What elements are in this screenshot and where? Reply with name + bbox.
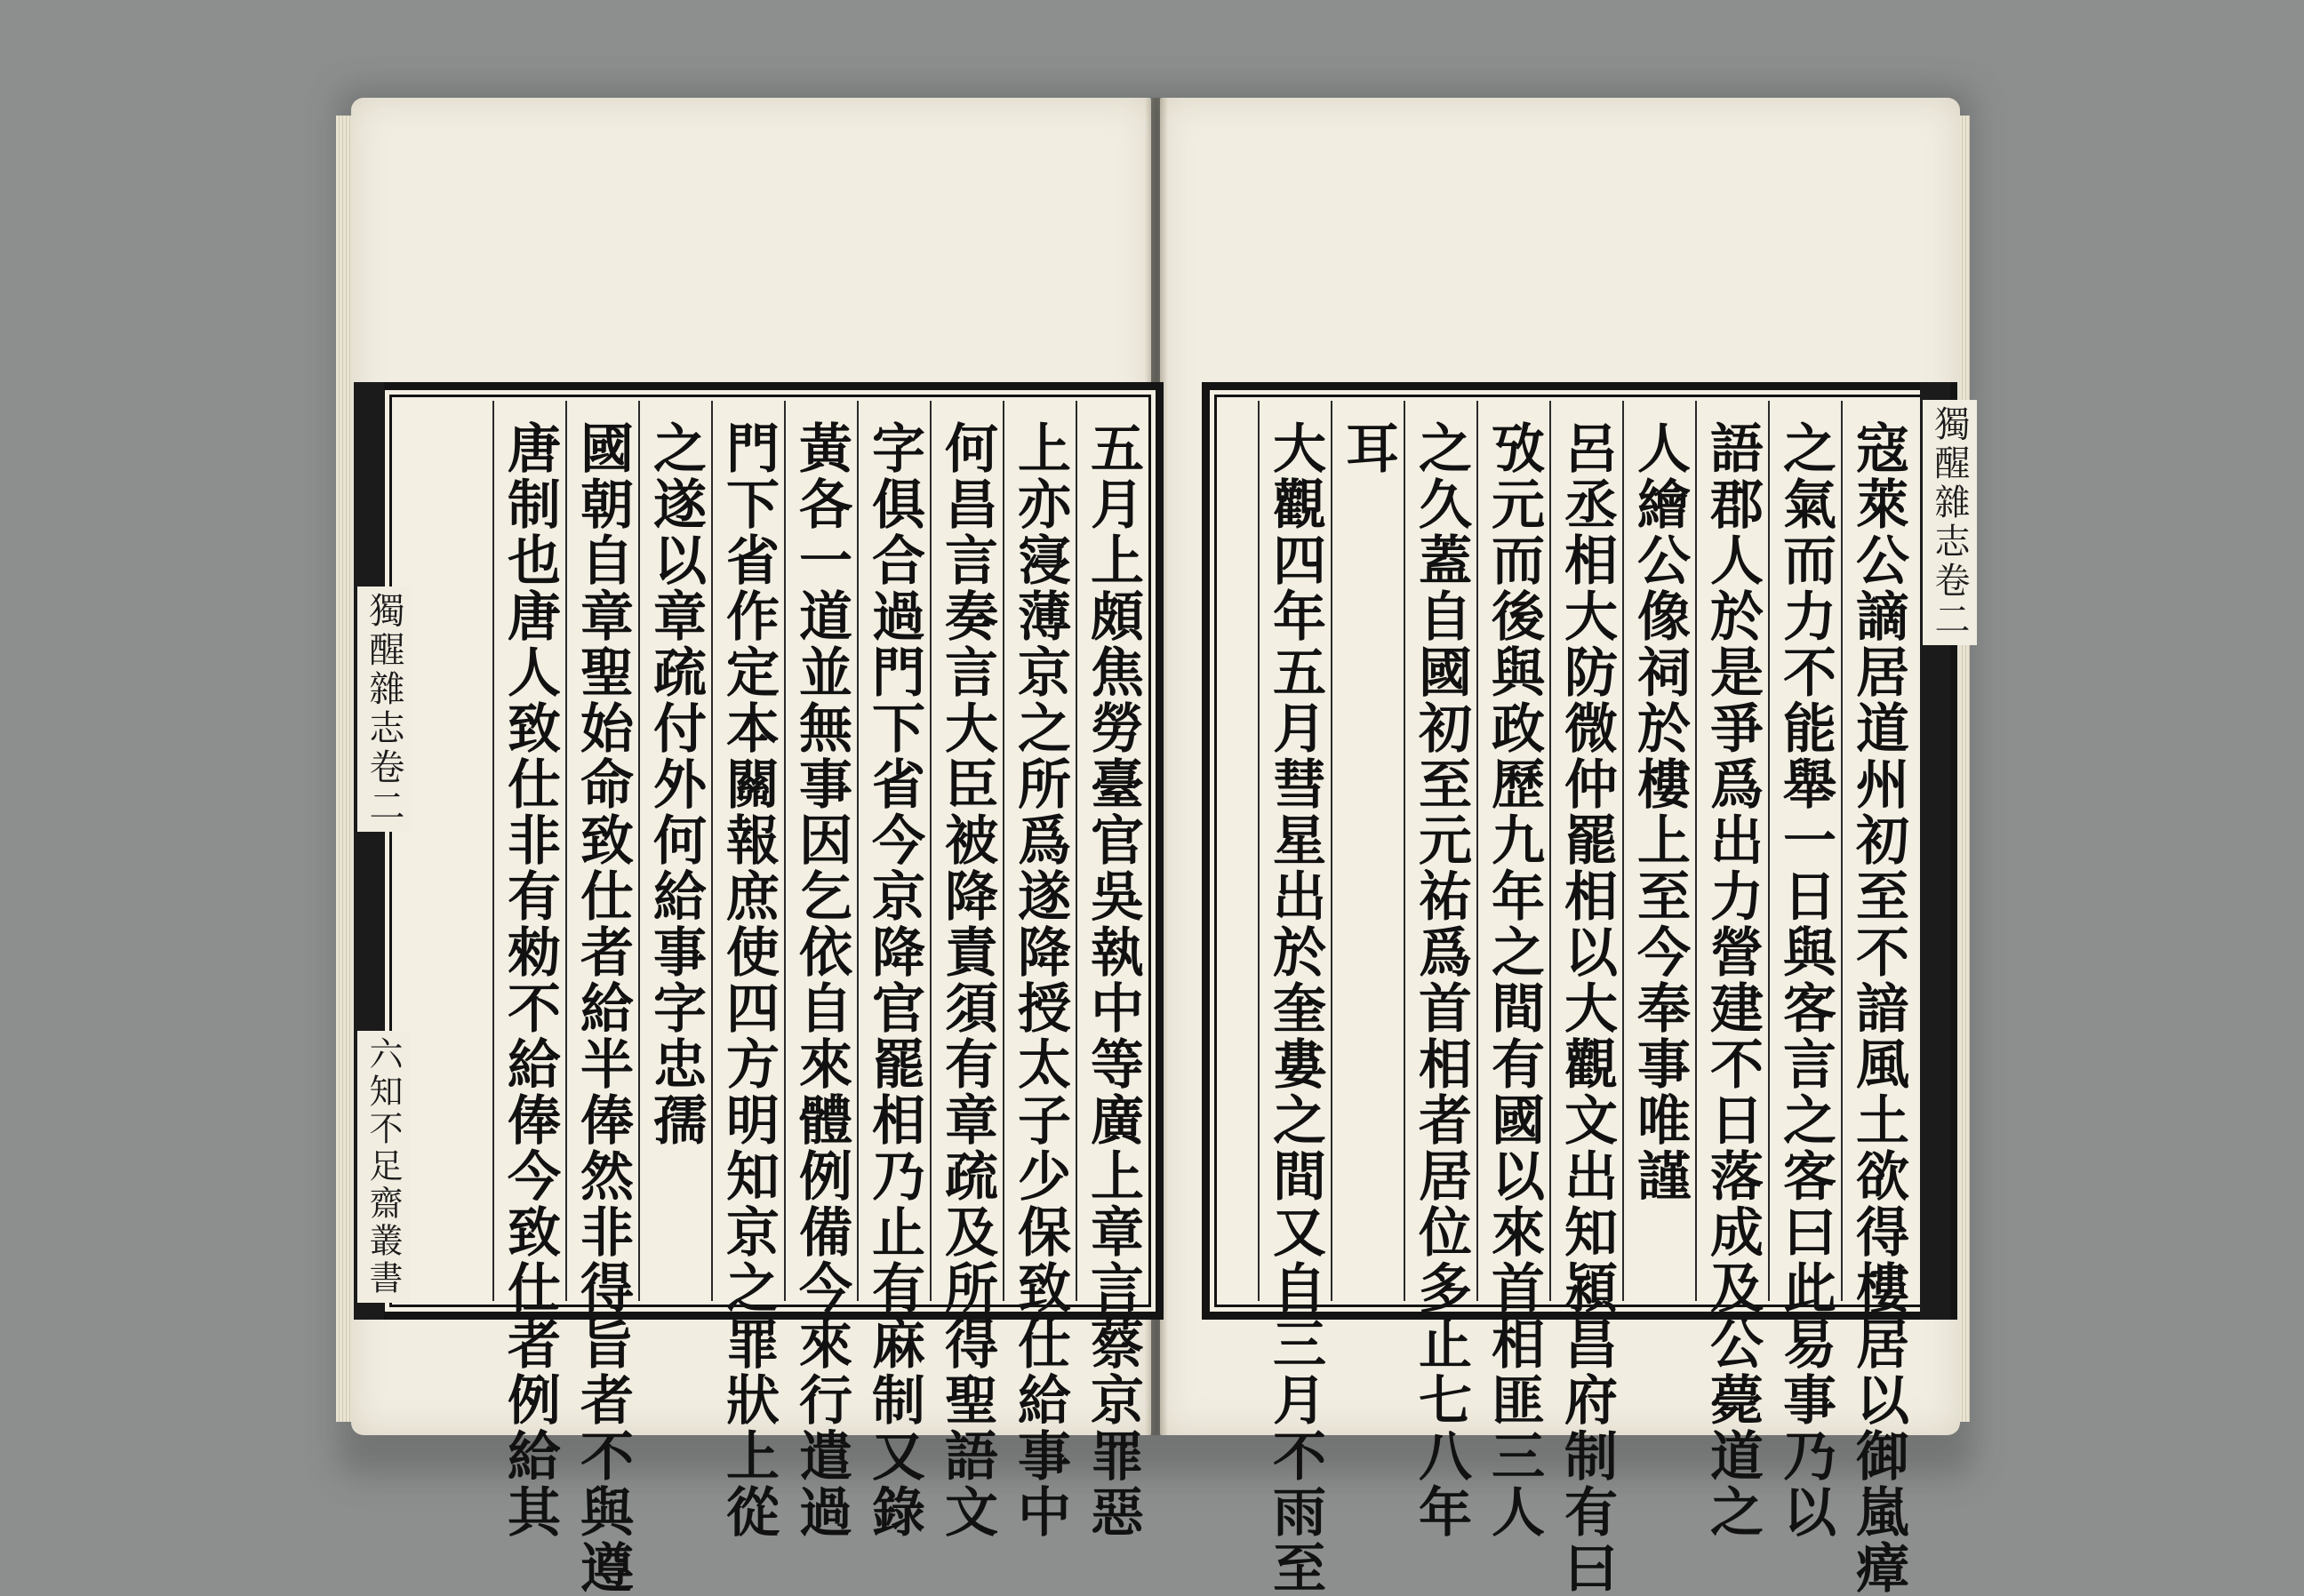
right-text-frame [1202,382,1957,1596]
text-column: 語郡人於是爭爲出力營建不日落成及公薨道之 [1695,401,1768,1301]
text-column: 何昌言奏言大臣被降責須有章疏及所得聖語文 [930,401,1003,1301]
text-column: 寇萊公謫居道州初至不諳風土欲得樓居以御嵐瘴 [1841,401,1914,1301]
right-block-title: 獨醒雜志卷二 [1923,400,1977,645]
text-column: 人繪公像祠於樓上至今奉事唯謹 [1622,401,1695,1301]
left-block-footer: 六知不足齋叢書 [357,1031,410,1303]
text-column: 之遂以章疏付外何給事字忠孺 [638,401,711,1301]
text-column: 唐制也唐人致仕非有勑不給俸今致仕者例給其 [492,401,565,1301]
text-column: 門下省作定本關報庶使四方明知京之罪狀上從 [711,401,784,1301]
text-column: 國朝自章聖始命致仕者給半俸然非得旨者不與遵 [565,401,638,1301]
text-column: 耳 [1331,401,1404,1301]
text-column: 字俱合過門下省今京降官罷相乃止有麻制又錄 [857,401,930,1301]
text-column: 呂丞相大防微仲罷相以大觀文出知潁昌府制有曰 [1549,401,1622,1301]
text-column: 攷元而後與政歷九年之間有國以來首相匪三人 [1476,401,1549,1301]
left-block-title: 獨醒雜志卷二 [357,587,412,832]
text-column: 之久蓋自國初至元祐爲首相者居位多止七八年 [1404,401,1476,1301]
text-column: 之氣而力不能舉一日與客言之客曰此易事乃以 [1768,401,1841,1301]
text-column: 大觀四年五月彗星出於奎婁之間又自三月不雨至 [1258,401,1331,1301]
left-text-frame [377,382,1164,1596]
text-column: 五月上頗焦勞臺官吳執中等廣上章言蔡京罪惡 [1076,401,1148,1301]
text-column: 上亦寖薄京之所爲遂降授太子少保致仕給事中 [1003,401,1076,1301]
text-column: 黃各一道並無事因乞依自來體例備今來行遣過 [784,401,857,1301]
